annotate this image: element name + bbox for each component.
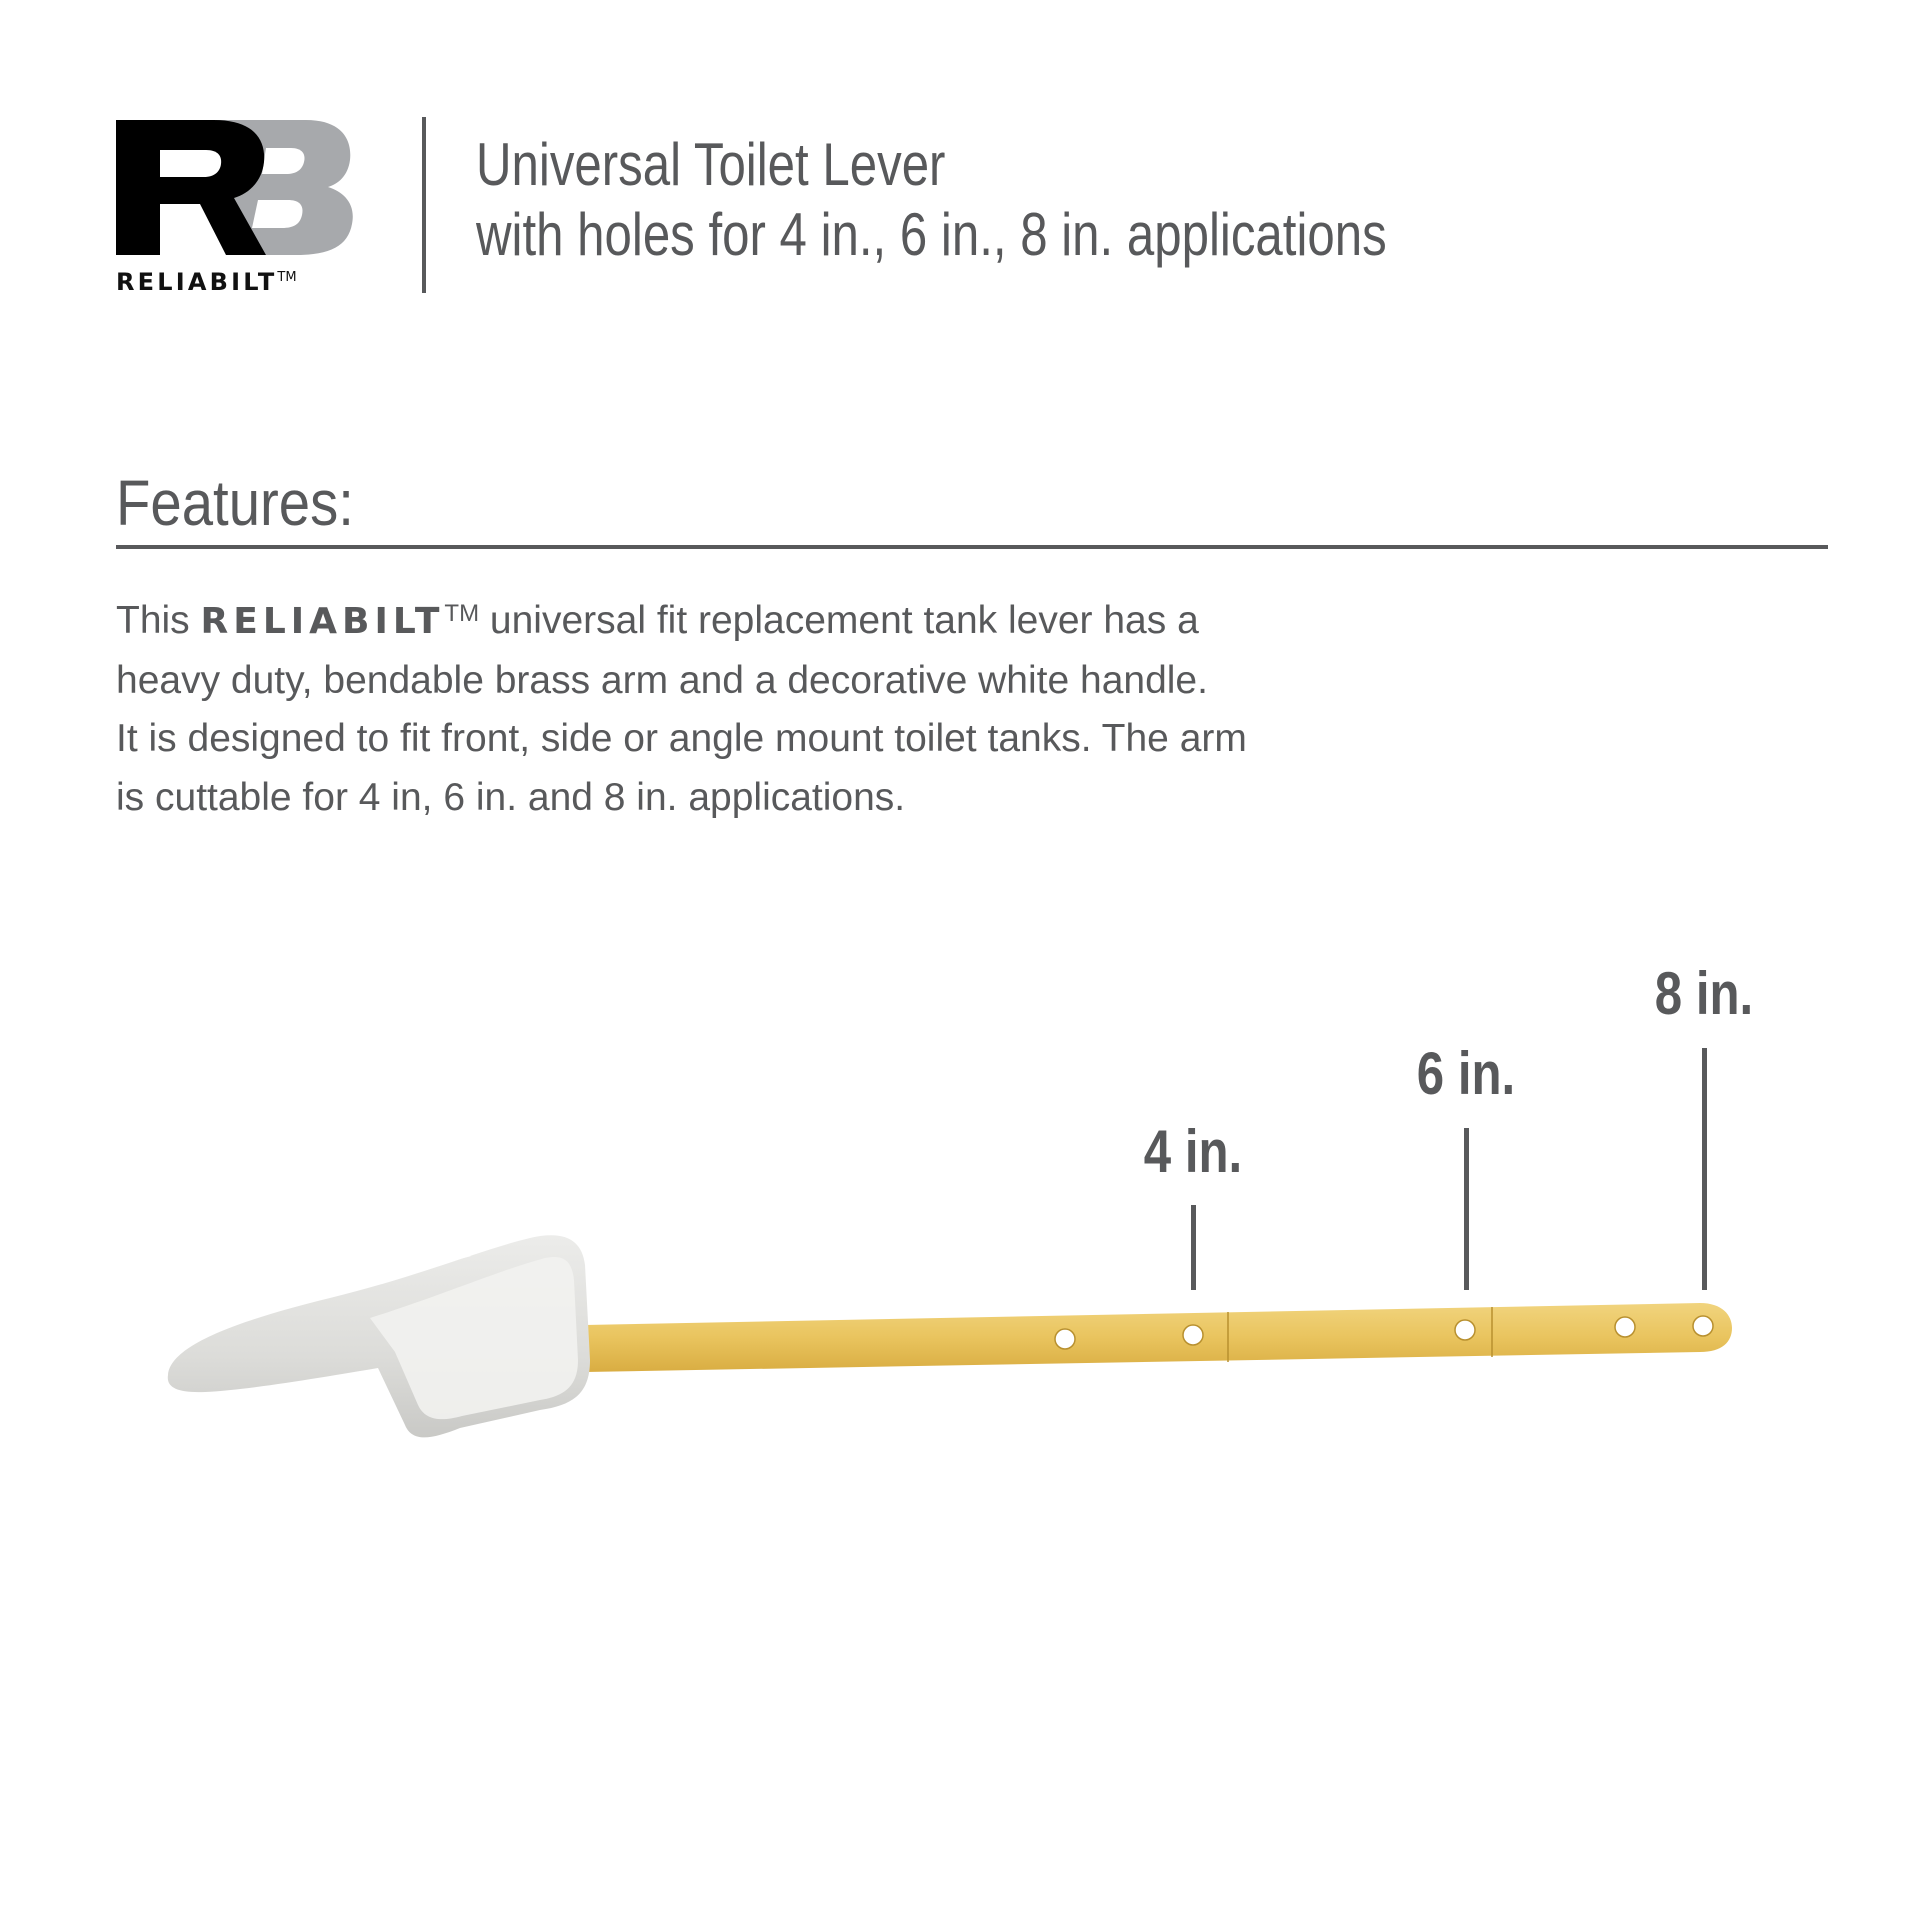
- trademark-symbol: TM: [277, 270, 297, 285]
- measurement-label-6in: 6 in.: [1416, 1040, 1516, 1107]
- measurement-label-4in: 4 in.: [1143, 1118, 1243, 1185]
- features-heading: Features:: [116, 467, 354, 539]
- description-line-2: heavy duty, bendable brass arm and a decorative white handle.: [116, 658, 1208, 702]
- reliabilt-logo: [116, 120, 376, 296]
- title-line-1: Universal Toilet Lever: [476, 131, 946, 198]
- features-description: [116, 585, 1516, 827]
- brand-name: RELIABILT: [116, 268, 278, 296]
- toilet-lever-image: [0, 1180, 1920, 1480]
- header-divider: [422, 117, 426, 293]
- brand-inline: [201, 601, 480, 642]
- description-line-3: It is designed to fit front, side or angle mount toilet tanks. The arm: [116, 717, 1247, 760]
- brass-arm: [585, 1303, 1732, 1372]
- lever-handle: [168, 1235, 590, 1437]
- rb-logo-mark-icon: [116, 120, 356, 255]
- product-title: [476, 130, 1387, 270]
- description-line-4: is cuttable for 4 in, 6 in. and 8 in. applications.: [116, 775, 906, 819]
- title-line-2: with holes for 4 in., 6 in., 8 in. applications: [476, 201, 1387, 268]
- brand-inline-tm: TM: [444, 600, 480, 627]
- line-1-rest: universal fit replacement tank lever has a: [479, 599, 1199, 642]
- lead-word: This: [116, 599, 190, 642]
- measurement-label-8in: 8 in.: [1654, 960, 1754, 1027]
- brand-inline-name: RELIABILT: [200, 601, 445, 642]
- description-line-1: [116, 585, 1516, 652]
- logo-wordmark: [116, 268, 297, 296]
- features-rule: [116, 545, 1828, 549]
